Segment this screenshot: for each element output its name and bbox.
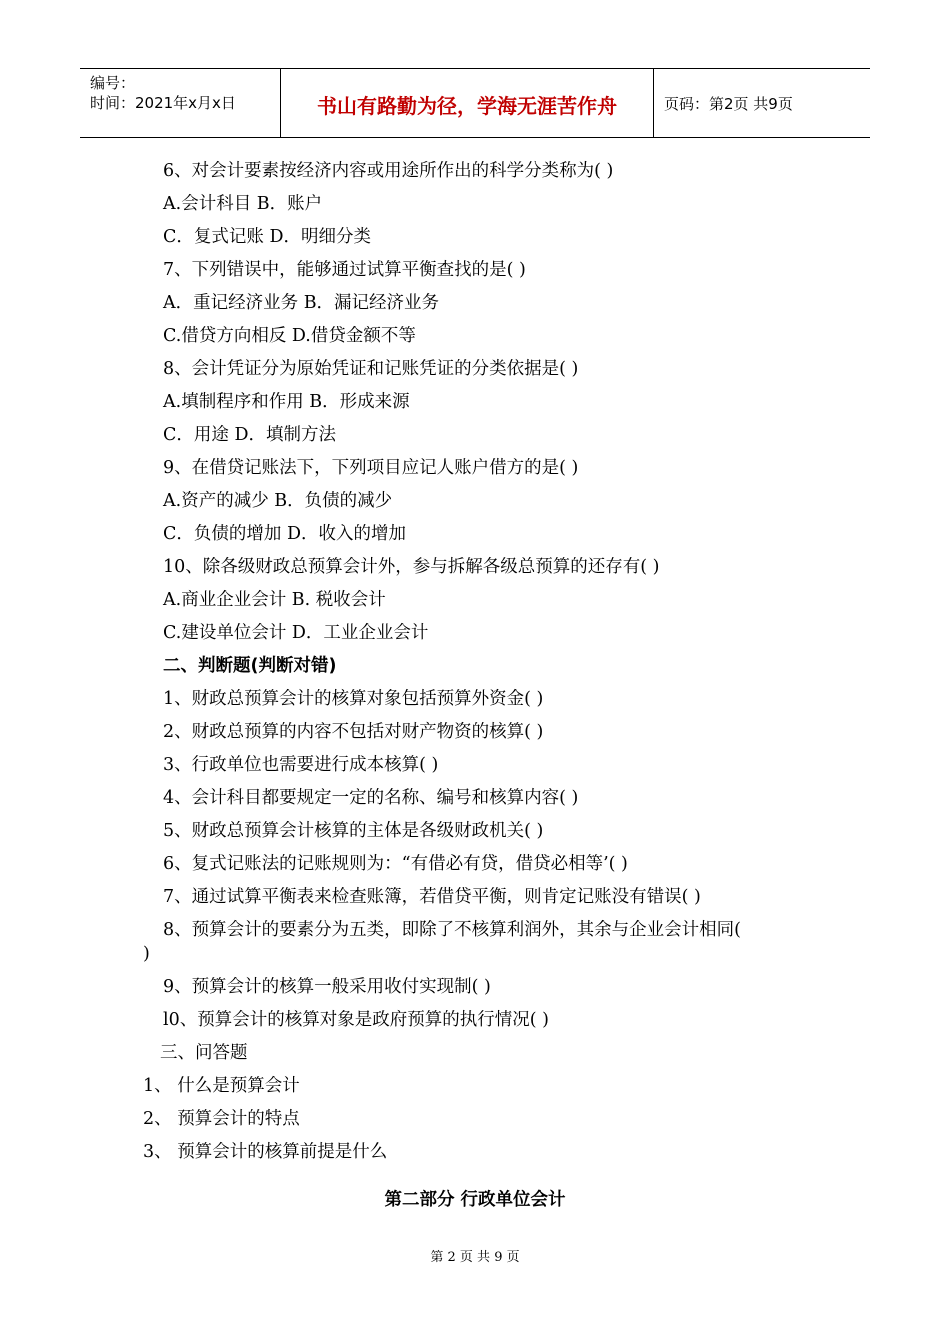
page-header xyxy=(80,68,870,138)
judgment-6: 6、复式记账法的记账规则为：“有借必有贷，借贷必相等’( ) xyxy=(163,854,628,874)
question-6-options-cd: C．复式记账 D．明细分类 xyxy=(163,227,371,247)
document-time-label: 时间：2021年x月x日 xyxy=(90,94,236,112)
judgment-5: 5、财政总预算会计核算的主体是各级财政机关( ) xyxy=(163,821,544,841)
judgment-3: 3、行政单位也需要进行成本核算( ) xyxy=(163,755,439,775)
question-7-options-cd: C.借贷方向相反 D.借贷金额不等 xyxy=(163,326,416,346)
question-9-options-ab: A.资产的减少 B．负债的减少 xyxy=(163,491,393,511)
question-8-options-cd: C．用途 D．填制方法 xyxy=(163,425,336,445)
question-7-options-ab: A．重记经济业务 B．漏记经济业务 xyxy=(163,293,440,313)
header-middle-cell xyxy=(281,69,654,137)
answer-question-2: 2、 预算会计的特点 xyxy=(143,1109,300,1129)
question-6-options-ab: A.会计科目 B．账户 xyxy=(163,194,323,214)
judgment-10: l0、预算会计的核算对象是政府预算的执行情况( ) xyxy=(163,1010,549,1030)
section-2-title: 二、判断题(判断对错) xyxy=(163,656,337,676)
section-3-title: 三、问答题 xyxy=(160,1043,248,1063)
header-motto: 书山有路勤为径，学海无涯苦作舟 xyxy=(317,94,617,118)
answer-question-3: 3、 预算会计的核算前提是什么 xyxy=(143,1142,388,1162)
document-number-label: 编号： xyxy=(90,74,136,92)
judgment-8: 8、预算会计的要素分为五类，即除了不核算利润外，其余与企业会计相同( xyxy=(163,920,741,940)
question-8-options-ab: A.填制程序和作用 B．形成来源 xyxy=(163,392,410,412)
judgment-7: 7、通过试算平衡表来检查账簿，若借贷平衡，则肯定记账没有错误( ) xyxy=(163,887,701,907)
question-7: 7、下列错误中，能够通过试算平衡查找的是( ) xyxy=(163,260,526,280)
header-left-cell xyxy=(80,69,281,137)
question-9-options-cd: C．负债的增加 D．收入的增加 xyxy=(163,524,406,544)
judgment-1: 1、财政总预算会计的核算对象包括预算外资金( ) xyxy=(163,689,544,709)
judgment-4: 4、会计科目都要规定一定的名称、编号和核算内容( ) xyxy=(163,788,579,808)
question-6: 6、对会计要素按经济内容或用途所作出的科学分类称为( ) xyxy=(163,161,614,181)
page-footer: 第 2 页 共 9 页 xyxy=(430,1250,520,1265)
question-10: 10、除各级财政总预算会计外，参与拆解各级总预算的还存有( ) xyxy=(163,557,660,577)
header-right-cell xyxy=(654,69,870,137)
header-page-info: 页码：第2页 共9页 xyxy=(664,95,793,113)
question-10-options-ab: A.商业企业会计 B. 税收会计 xyxy=(163,590,386,610)
answer-question-1: 1、 什么是预算会计 xyxy=(143,1076,300,1096)
question-8: 8、会计凭证分为原始凭证和记账凭证的分类依据是( ) xyxy=(163,359,579,379)
question-9: 9、在借贷记账法下，下列项目应记人账户借方的是( ) xyxy=(163,458,579,478)
judgment-2: 2、财政总预算的内容不包括对财产物资的核算( ) xyxy=(163,722,544,742)
judgment-9: 9、预算会计的核算一般采用收付实现制( ) xyxy=(163,977,491,997)
question-10-options-cd: C.建设单位会计 D．工业企业会计 xyxy=(163,623,429,643)
part-2-title: 第二部分 行政单位会计 xyxy=(384,1190,566,1210)
judgment-8-continuation: ) xyxy=(143,944,150,964)
